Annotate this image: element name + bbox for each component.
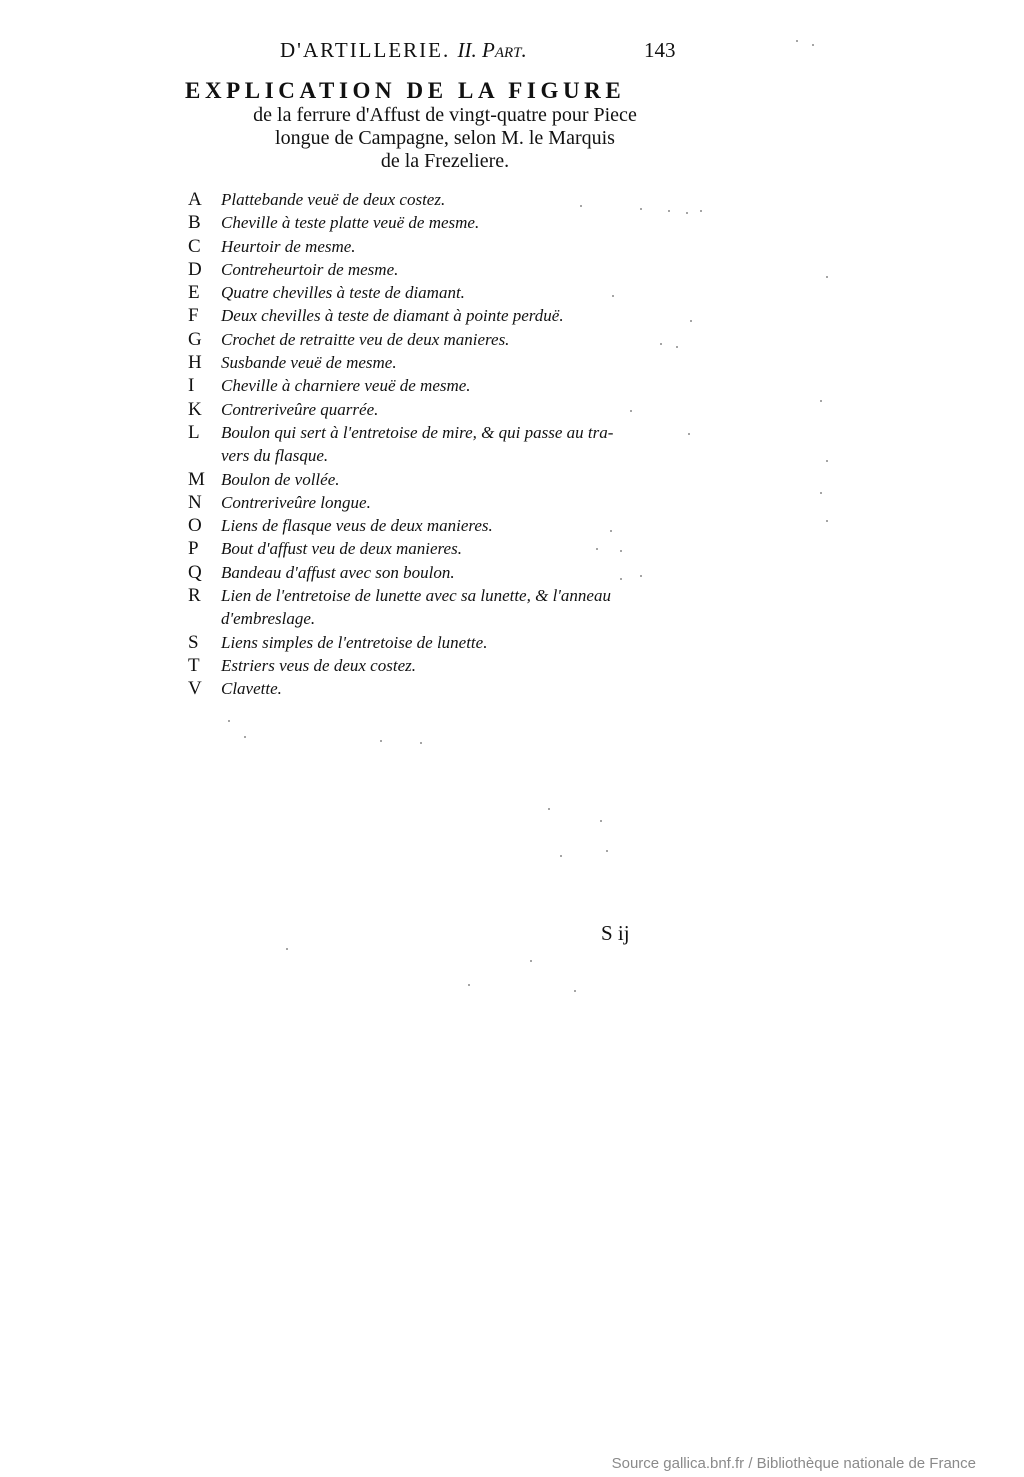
legend-entry [188,491,728,514]
legend-entry [188,561,728,584]
legend-text-line: Crochet de retraitte veu de deux manieres. [221,329,510,349]
scan-speck [574,990,576,992]
scan-speck [686,212,688,214]
legend-text [221,491,371,514]
scan-speck [600,820,602,822]
page-number: 143 [644,38,676,62]
scan-speck [620,578,622,580]
legend-text [221,584,611,631]
legend-text-line: Deux chevilles à teste de diamant à pointe perduë. [221,306,564,326]
source-footer: Source gallica.bnf.fr / Bibliothèque nationale de France [611,1455,976,1472]
running-head-part: II. Part. [457,38,527,62]
legend-entry [188,468,728,491]
legend-entry [188,281,728,304]
scan-speck [596,548,598,550]
legend-text [221,235,356,258]
legend-text [221,537,462,560]
scan-speck [700,210,702,212]
legend-letter: M [188,468,205,490]
legend-entry [188,677,728,700]
subtitle-line: de la ferrure d'Affust de vingt-quatre pour Piece [253,104,637,126]
legend-text [221,677,282,700]
legend-letter: E [188,282,200,304]
legend-list [188,188,728,701]
legend-entry [188,304,728,327]
legend-letter: A [188,189,202,210]
legend-text-line: Liens simples de l'entretoise de lunette. [221,632,488,652]
legend-letter: V [188,678,202,700]
legend-entry [188,211,728,234]
legend-text-line: vers du flasque. [221,446,329,466]
running-head-title: D'ARTILLERIE. [280,38,451,62]
legend-text-line: d'embreslage. [221,609,316,629]
legend-text [221,654,416,677]
legend-letter: R [188,585,201,607]
scan-speck [548,808,550,810]
legend-text [221,281,465,304]
legend-text [221,421,613,468]
legend-text-line: Boulon de vollée. [221,469,340,489]
legend-text-line: Susbande veuë de mesme. [221,353,397,373]
legend-letter: B [188,212,201,234]
legend-entry [188,374,728,397]
legend-letter: C [188,235,201,257]
scan-speck [688,433,690,435]
scan-speck [580,205,582,207]
scan-speck [380,740,382,742]
scan-speck [244,736,246,738]
legend-text-line: Contreriveûre longue. [221,492,371,512]
scan-speck [826,276,828,278]
legend-text-line: Contreheurtoir de mesme. [221,259,399,279]
legend-text-line: Contreriveûre quarrée. [221,399,379,419]
legend-letter: N [188,491,202,513]
scan-speck [660,343,662,345]
legend-text-line: Cheville à teste platte veuë de mesme. [221,213,480,233]
legend-text [221,188,445,211]
legend-letter: K [188,398,202,420]
legend-entry [188,258,728,281]
legend-text [221,351,397,374]
scan-speck [676,346,678,348]
legend-letter: O [188,515,202,537]
legend-text [221,304,564,327]
legend-text [221,514,493,537]
legend-letter: S [188,631,199,653]
page-title: EXPLICATION DE LA FIGURE [185,78,626,103]
scan-speck [612,295,614,297]
legend-entry [188,514,728,537]
legend-letter: G [188,328,202,350]
legend-letter: P [188,538,199,560]
scan-speck [820,400,822,402]
scan-speck [826,520,828,522]
legend-text-line: Heurtoir de mesme. [221,236,356,256]
scan-speck [610,530,612,532]
legend-text [221,468,340,491]
scan-speck [668,210,670,212]
legend-text-line: Clavette. [221,679,282,699]
legend-entry [188,584,728,631]
legend-text-line: Bout d'affust veu de deux manieres. [221,539,462,559]
legend-text-line: Cheville à charniere veuë de mesme. [221,376,471,396]
page-subtitle [185,104,705,173]
scan-speck [812,44,814,46]
scan-speck [826,460,828,462]
legend-text [221,258,398,281]
scan-speck [606,850,608,852]
legend-entry [188,235,728,258]
legend-text-line: Lien de l'entretoise de lunette avec sa lunette, & l'anneau [221,586,611,606]
legend-entry [188,537,728,560]
legend-entry [188,398,728,421]
legend-text [221,374,471,397]
scan-speck [820,492,822,494]
legend-text [221,561,455,584]
scan-speck [690,320,692,322]
legend-text-line: Boulon qui sert à l'entretoise de mire, & qui passe au tra- [221,422,614,442]
running-head [280,38,527,63]
scan-speck [468,984,470,986]
legend-letter: H [188,352,202,374]
legend-text-line: Quatre chevilles à teste de diamant. [221,283,465,303]
scan-speck [640,208,642,210]
subtitle-line: de la Frezeliere. [380,150,510,172]
scan-speck [796,40,798,42]
legend-entry [188,631,728,654]
scan-speck [630,410,632,412]
subtitle-line: longue de Campagne, selon M. le Marquis [275,127,615,149]
legend-text-line: Liens de flasque veus de deux manieres. [221,516,493,536]
legend-entry [188,188,728,211]
legend-text [221,398,378,421]
legend-entry [188,328,728,351]
scan-speck [560,855,562,857]
scan-speck [530,960,532,962]
legend-letter: I [188,375,195,397]
scan-speck [640,575,642,577]
signature-mark: S ij [601,921,630,945]
legend-letter: D [188,258,202,280]
scan-speck [620,550,622,552]
legend-text [221,328,509,351]
legend-letter: Q [188,561,202,583]
legend-text-line: Estriers veus de deux costez. [221,655,416,675]
legend-text [221,211,479,234]
legend-letter: L [188,421,200,443]
legend-text-line: Plattebande veuë de deux costez. [221,190,446,209]
scan-speck [420,742,422,744]
legend-text [221,631,487,654]
legend-entry [188,351,728,374]
legend-letter: F [188,305,199,327]
legend-entry [188,421,728,468]
scan-speck [286,948,288,950]
scan-speck [228,720,230,722]
legend-letter: T [188,654,200,676]
legend-text-line: Bandeau d'affust avec son boulon. [221,562,455,582]
legend-entry [188,654,728,677]
